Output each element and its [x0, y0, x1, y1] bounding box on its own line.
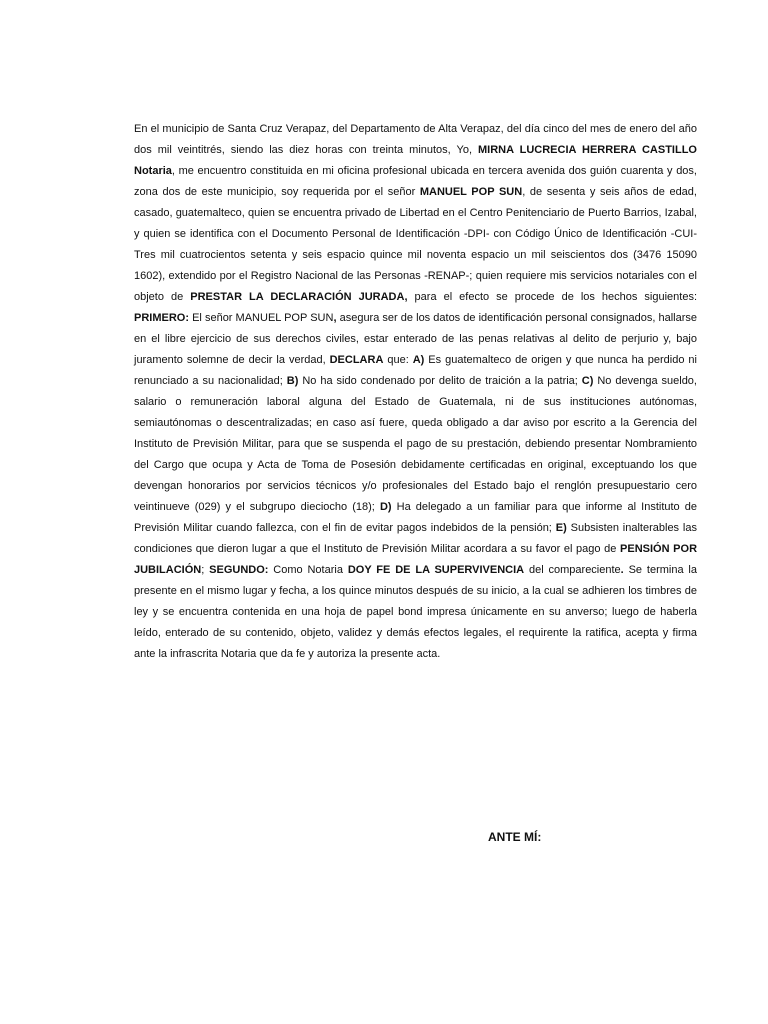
clause-d-label: D)	[379, 501, 392, 513]
acta-text: Se termina la presente en el mismo lugar y fecha, a los quince minutos después de su inicio, a la cual se adhieren los timbres de ley y se encuentra contenida en una hoja de papel bond impresa únicamente en su anverso; luego de haberla leído, enterado de su contenido, objeto, validez y demás efectos legales, el requirente la ratifica, acepta y firma ante la infrascrita Notaria que da fe y autoriza la presente acta.	[134, 564, 697, 660]
acta-text: del compareciente	[524, 564, 621, 576]
acta-text: , de sesenta y seis años de edad, casado, guatemalteco, quien se encuentra privado de Libertad en el Centro Penitenciario de Puerto Barrios, Izabal, y quien se identifica con el Documento Personal de Identificación -DPI- con Código Único de Identificación -CUI- Tres mil cuatrocientos setenta y seis espacio quince mil noventa espacio un mil seiscientos dos (3476 15090 1602), extendido por el Registro Nacional de las Personas -RENAP-; quien requiere mis servicios notariales con el objeto de	[134, 186, 697, 303]
acta-text: En el municipio de Santa Cruz Verapaz, del Departamento de Alta Verapaz, del día cinco del mes de enero del año dos mil veintitrés, siendo las diez horas con treinta minutos, Yo,	[134, 123, 697, 156]
signature-label: ANTE MÍ:	[488, 830, 542, 844]
acta-purpose: PRESTAR LA DECLARACIÓN JURADA,	[190, 291, 408, 303]
acta-text: ;	[201, 564, 210, 576]
acta-text: para el efecto se procede de los hechos siguientes:	[407, 291, 697, 303]
clause-primero-label: PRIMERO:	[134, 312, 189, 324]
clause-segundo-label: SEGUNDO:	[209, 564, 269, 576]
supervivencia-statement: DOY FE DE LA SUPERVIVENCIA	[347, 564, 525, 576]
acta-text: El señor MANUEL POP SUN	[189, 312, 334, 324]
acta-text: Es guatemalteco de origen y que nunca ha perdido ni renunciado a su nacionalidad;	[134, 354, 697, 387]
clause-c-label: C)	[581, 375, 594, 387]
notary-name: MIRNA LUCRECIA HERRERA CASTILLO Notaria	[134, 144, 697, 177]
acta-text: , me encuentro constituida en mi oficina profesional ubicada en tercera avenida dos guión cuarenta y dos, zona dos de este municipio, soy requerida por el señor	[134, 165, 697, 198]
acta-text: Ha delegado a un familiar para que informe al Instituto de Previsión Militar cuando fallezca, con el fin de evitar pagos indebidos de la pensión;	[134, 501, 697, 534]
clause-b-label: B)	[286, 375, 299, 387]
clause-e-label: E)	[555, 522, 567, 534]
acta-text: que:	[383, 354, 413, 366]
acta-paragraph	[134, 119, 697, 665]
requester-name: MANUEL POP SUN	[419, 186, 523, 198]
acta-punctuation: .	[620, 564, 624, 576]
pension-type: PENSIÓN POR JUBILACIÓN	[134, 543, 698, 576]
acta-text: Subsisten inalterables las condiciones que dieron lugar a que el Instituto de Previsión Militar acordara a su favor el pago de	[134, 522, 697, 555]
acta-text: No devenga sueldo, salario o remuneración laboral alguna del Estado de Guatemala, ni de sus instituciones autónomas, semiautónomas o descentralizadas; en caso así fuere, queda obligado a dar aviso por escrito a la Gerencia del Instituto de Previsión Militar, para que se suspenda el pago de su prestación, debiendo presentar Nombramiento del Cargo que ocupa y Acta de Toma de Posesión debidamente certificadas en original, exceptuando los que devengan honorarios por servicios técnicos y/o profesionales del Estado bajo el renglón presupuestario cero veintinueve (029) y el subgrupo dieciocho (18);	[134, 375, 697, 513]
clause-a-label: A)	[412, 354, 425, 366]
acta-text: Como Notaria	[268, 564, 348, 576]
acta-text: No ha sido condenado por delito de traición a la patria;	[298, 375, 582, 387]
acta-punctuation: ,	[333, 312, 337, 324]
acta-text: asegura ser de los datos de identificación personal consignados, hallarse en el libre ejercicio de sus derechos civiles, estar enterado de las penas relativas al delito de perjurio y, bajo juramento solemne de decir la verdad,	[134, 312, 697, 366]
declara-label: DECLARA	[329, 354, 384, 366]
